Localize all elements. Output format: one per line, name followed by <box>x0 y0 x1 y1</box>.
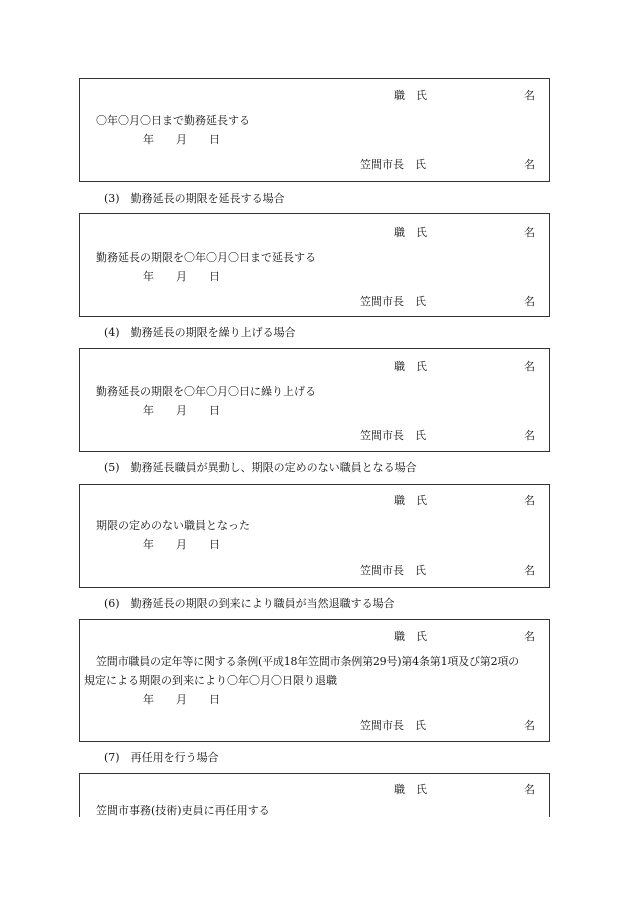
form-box-3 <box>79 213 550 317</box>
staff-name-suffix: 名 <box>524 783 535 796</box>
date-line: 年 月 日 <box>143 404 220 417</box>
signer-suffix: 名 <box>524 429 535 442</box>
signer-suffix: 名 <box>524 295 535 308</box>
staff-name-suffix: 名 <box>524 226 535 239</box>
date-line: 年 月 日 <box>143 270 220 283</box>
signer-label: 笠間市長 氏 <box>360 158 426 171</box>
signer-suffix: 名 <box>524 564 535 577</box>
staff-name-label: 職 氏 <box>394 494 427 507</box>
statement-text: 勤務延長の期限を〇年〇月〇日まで延長する <box>96 251 316 264</box>
statement-text: 勤務延長の期限を〇年〇月〇日に繰り上げる <box>96 385 316 398</box>
signer-suffix: 名 <box>524 158 535 171</box>
statement-text: 笠間市事務(技術)吏員に再任用する <box>96 804 270 817</box>
signer-label: 笠間市長 氏 <box>360 429 426 442</box>
staff-name-suffix: 名 <box>524 89 535 102</box>
date-line: 年 月 日 <box>143 693 220 706</box>
date-line: 年 月 日 <box>143 133 220 146</box>
statement-text-continued: 規定による期限の到来により〇年〇月〇日限り退職 <box>84 674 337 687</box>
section-heading-7: (7) 再任用を行う場合 <box>104 751 219 764</box>
date-line: 年 月 日 <box>143 538 220 551</box>
staff-name-suffix: 名 <box>524 630 535 643</box>
statement-text: 期限の定めのない職員となった <box>96 519 250 532</box>
section-heading-4: (4) 勤務延長の期限を繰り上げる場合 <box>104 326 296 339</box>
form-box-7 <box>79 773 550 817</box>
signer-suffix: 名 <box>524 719 535 732</box>
section-heading-6: (6) 勤務延長の期限の到来により職員が当然退職する場合 <box>104 597 395 610</box>
form-box-1 <box>79 78 550 182</box>
staff-name-suffix: 名 <box>524 360 535 373</box>
section-heading-3: (3) 勤務延長の期限を延長する場合 <box>104 192 285 205</box>
form-box-6 <box>79 619 550 742</box>
staff-name-label: 職 氏 <box>394 360 427 373</box>
statement-text: 〇年〇月〇日まで勤務延長する <box>96 114 250 127</box>
form-box-5 <box>79 484 550 588</box>
staff-name-label: 職 氏 <box>394 783 427 796</box>
signer-label: 笠間市長 氏 <box>360 295 426 308</box>
staff-name-label: 職 氏 <box>394 89 427 102</box>
signer-label: 笠間市長 氏 <box>360 719 426 732</box>
staff-name-label: 職 氏 <box>394 630 427 643</box>
section-heading-5: (5) 勤務延長職員が異動し、期限の定めのない職員となる場合 <box>104 461 417 474</box>
statement-text: 笠間市職員の定年等に関する条例(平成18年笠間市条例第29号)第4条第1項及び第2項の <box>96 655 519 668</box>
form-box-4 <box>79 348 550 452</box>
signer-label: 笠間市長 氏 <box>360 564 426 577</box>
staff-name-label: 職 氏 <box>394 226 427 239</box>
staff-name-suffix: 名 <box>524 494 535 507</box>
